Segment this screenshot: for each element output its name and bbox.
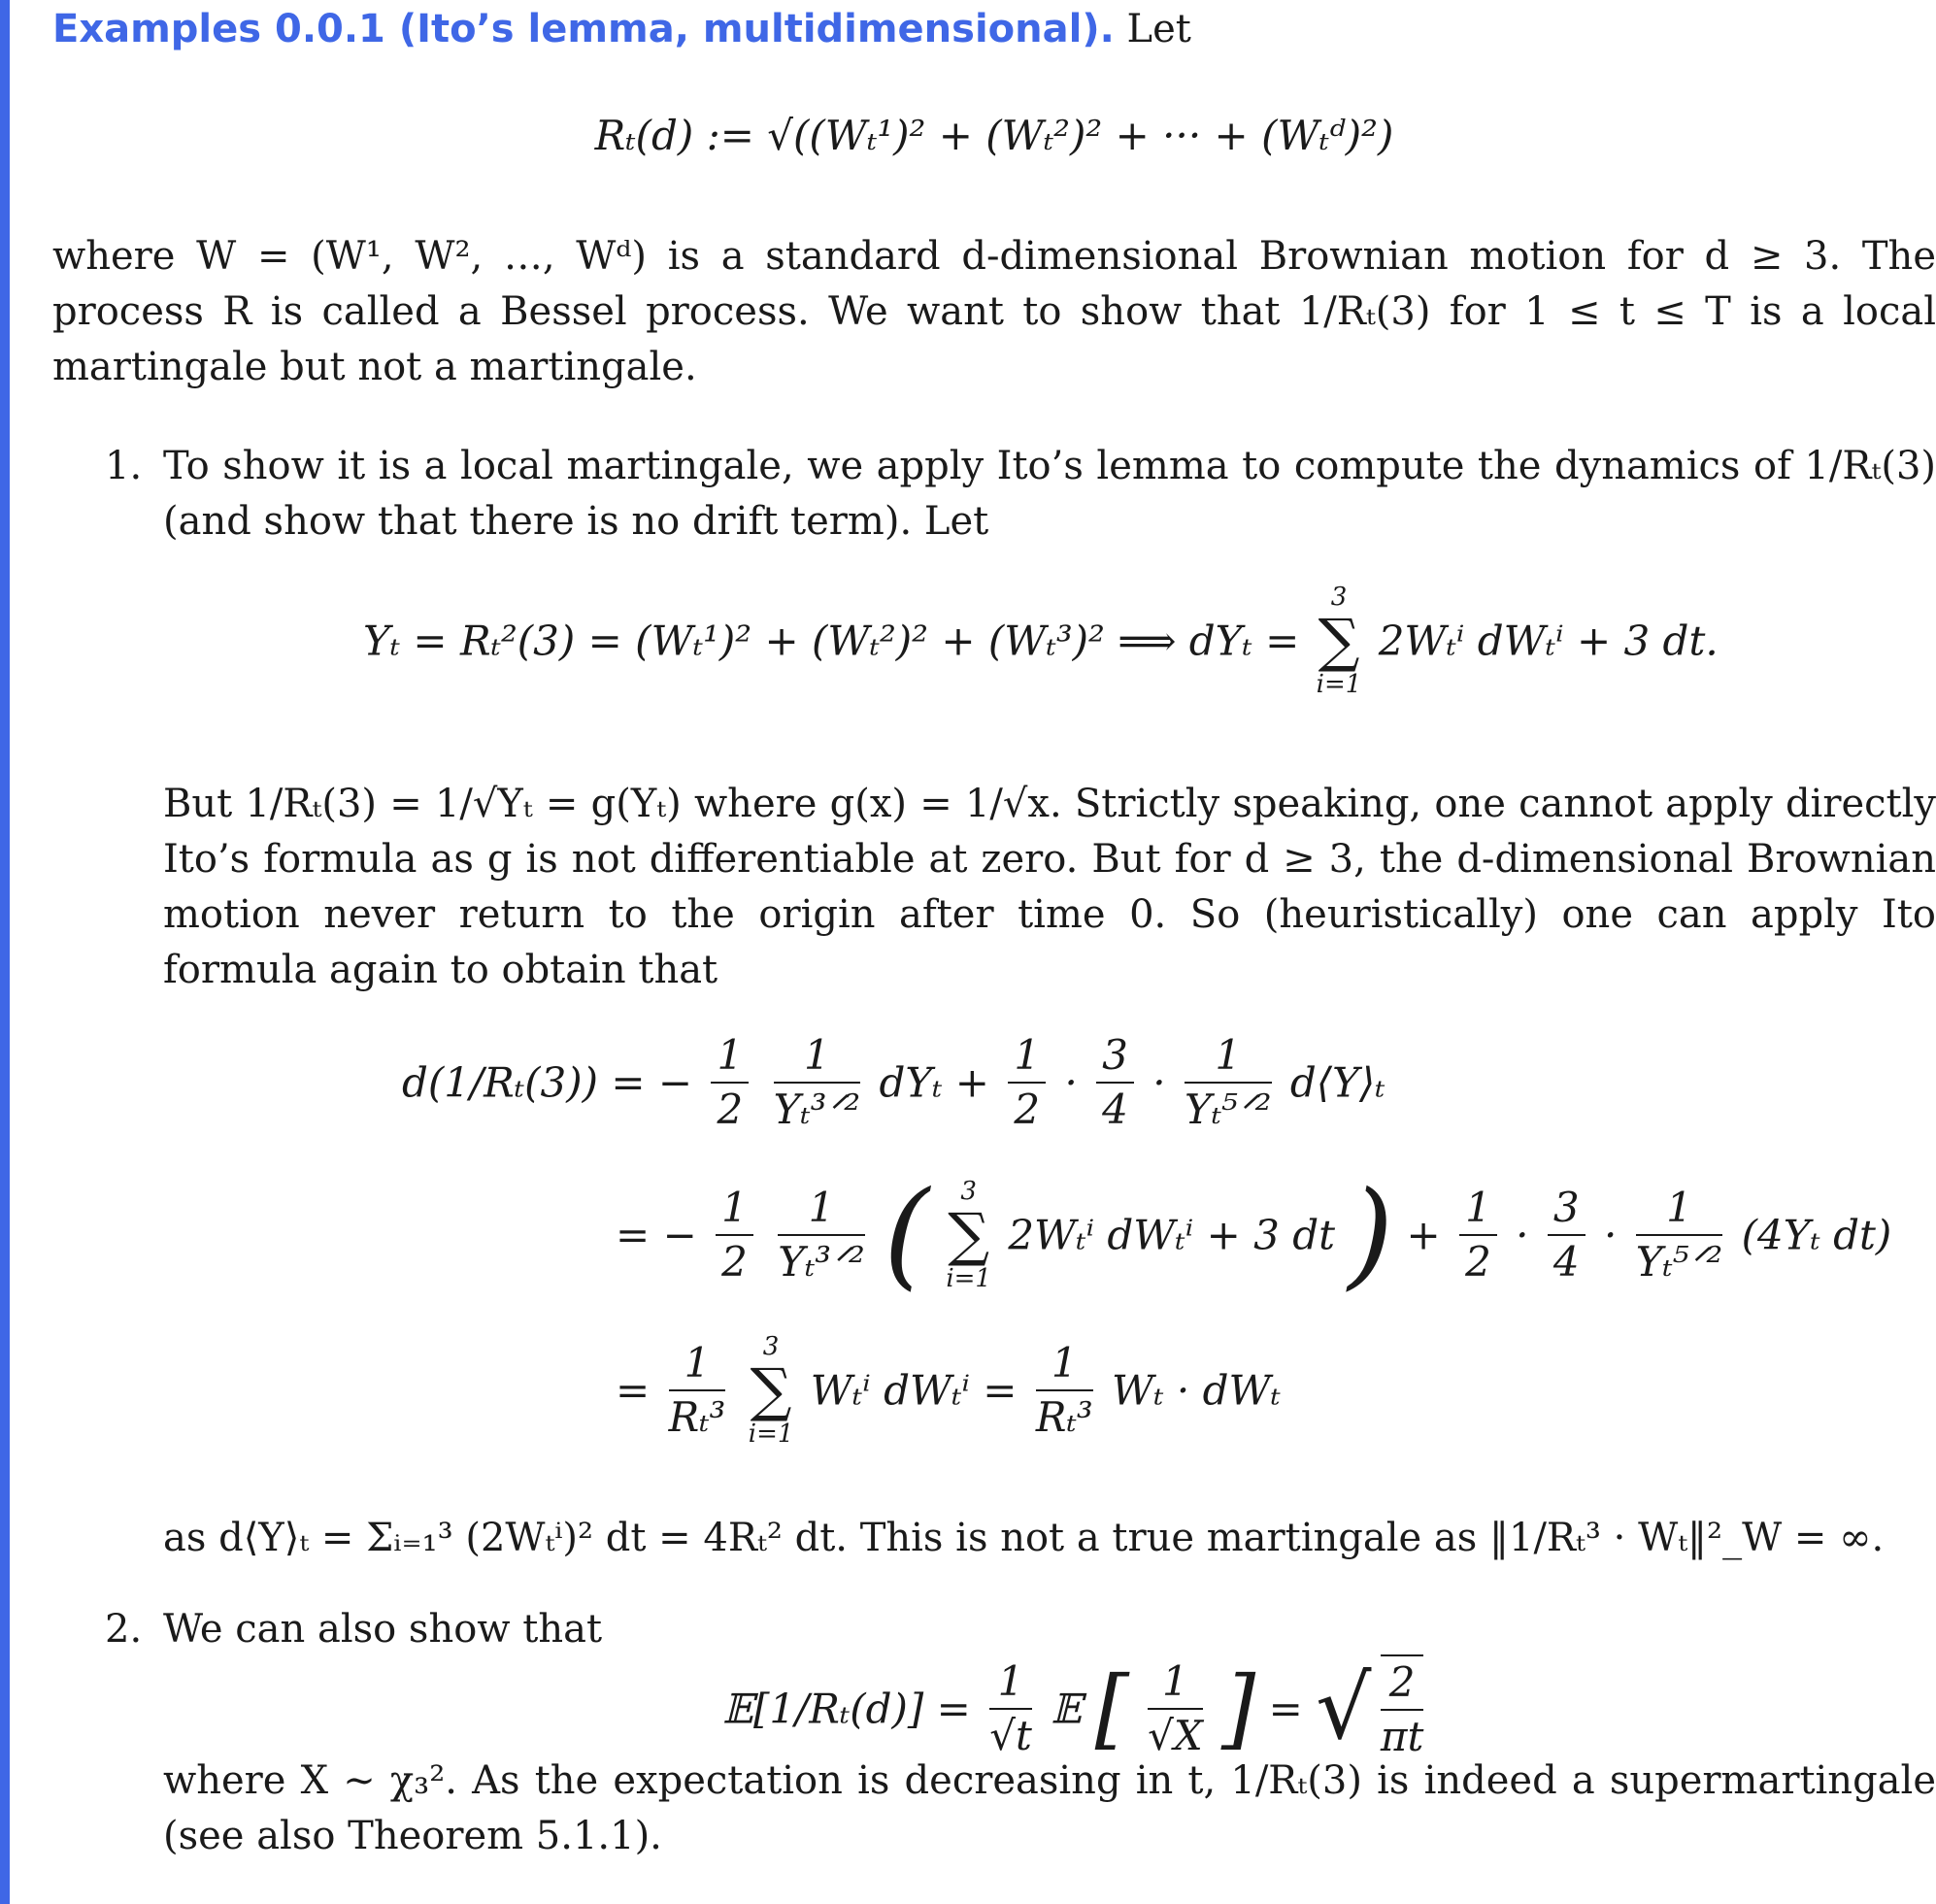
item-2-text-b: where X ∼ χ₃². As the expectation is decreasing in t, 1/Rₜ(3) is indeed a supermartingale (see also Theorem 5.1.1). [163,1758,1936,1858]
dot-operator: · [1516,1211,1529,1259]
y-eq-left: Yₜ = Rₜ²(3) = (Wₜ¹)² + (Wₜ²)² + (Wₜ³)² ⟹ dYₜ = [363,617,1300,665]
left-paren-icon: ( [884,1167,929,1302]
fraction-num: 1 [989,1655,1032,1710]
fraction-r3 [1036,1337,1093,1444]
fraction-r3 [669,1337,726,1444]
sum-lower: i=1 [748,1420,794,1449]
fraction-num: 1 [716,1182,753,1236]
minus-sign: − [662,1211,697,1259]
fraction-den: Yₜ⁵ᐟ² [1635,1238,1723,1286]
fraction-y32 [774,1029,861,1136]
fraction-num: 2 [1381,1656,1423,1711]
example-lead: Let [1126,7,1191,51]
fraction-sqrt-x [1148,1655,1203,1762]
sum-symbol [1317,583,1362,699]
plus-sign: + [1406,1211,1441,1259]
square-root-icon: √ [1316,1657,1372,1759]
fraction-half [716,1182,753,1288]
item-1-text-a: To show it is a local martingale, we apply Ito’s lemma to compute the dynamics of 1/Rₜ(3) (and show that there is no drift term). Let [163,444,1936,544]
fraction-num: 1 [1036,1337,1093,1391]
fraction-num: 1 [711,1029,749,1084]
minus-sign: − [657,1058,693,1107]
fraction-den: 2 [721,1238,748,1286]
fraction-2-over-pit [1381,1654,1423,1763]
sum-lower: i=1 [1316,670,1362,699]
fraction-three-quarters [1096,1029,1134,1136]
fraction-num: 1 [1636,1182,1723,1236]
sigma-icon: ∑ [1318,607,1360,675]
ito-row-2 [616,1167,1892,1302]
fraction-den: 4 [1552,1238,1580,1286]
fraction-den: Rₜ³ [1035,1393,1093,1441]
right-bracket-icon: ] [1221,1657,1256,1759]
sigma-icon: ∑ [750,1356,792,1424]
intro-paragraph: where W = (W¹, W², …, Wᵈ) is a standard d-dimensional Brownian motion for d ≥ 3. The process R is called a Bessel process. We want to show that 1/Rₜ(3) for 1 ≤ t ≤ T is a local martingale but not a martingale. [52,234,1936,389]
martingale-term: Wₜ · dWₜ [1112,1366,1282,1415]
fraction-den: 2 [1465,1238,1491,1286]
item-1-text-c: as d⟨Y⟩ₜ = Σᵢ₌₁³ (2Wₜⁱ)² dt = 4Rₜ² dt. This is not a true martingale as ‖1/Rₜ³ · Wₜ‖²_W = ∞. [163,1516,1885,1560]
ito-row-1 [402,1029,1385,1136]
dot-operator: · [1064,1058,1078,1107]
example-heading [52,2,1191,56]
fraction-num: 3 [1096,1029,1134,1084]
quadratic-variation-term: d⟨Y⟩ₜ [1289,1058,1385,1107]
left-accent-bar [0,0,10,1904]
y-eq-right: 2Wₜⁱ dWₜⁱ + 3 dt. [1378,617,1719,665]
fraction-den: 4 [1102,1086,1128,1133]
sum-body: Wₜⁱ dWₜⁱ = [810,1366,1018,1415]
fraction-den: √t [989,1712,1032,1759]
expectation-symbol: 𝔼 [1051,1685,1083,1733]
fraction-den: 2 [1014,1086,1041,1133]
fraction-num: 3 [1548,1182,1586,1236]
dy-term: dYₜ + [879,1058,989,1107]
fraction-y52 [1636,1182,1723,1288]
equals-sign: = [1268,1685,1303,1733]
fraction-sqrt-t [989,1655,1032,1762]
item-2-number: 2. [105,1607,143,1652]
fraction-num: 1 [1008,1029,1046,1084]
fraction-den: √X [1148,1712,1203,1759]
item-1-text-b: But 1/Rₜ(3) = 1/√Yₜ = g(Yₜ) where g(x) = 1/√x. Strictly speaking, one cannot apply directly Ito’s formula as g is not differentiable at zero. But for d ≥ 3, the d-dimensional Brownian motion never return to the origin after time 0. So (heuristically) one can apply Ito formula again to obtain that [163,782,1936,992]
sigma-icon: ∑ [948,1201,990,1269]
sum-symbol [749,1332,794,1449]
fraction-num: 1 [1148,1655,1203,1710]
sum-upper: 3 [960,1177,977,1206]
item-2-text-a: We can also show that [163,1607,603,1652]
equals-sign: = [616,1211,651,1259]
sum-body: 2Wₜⁱ dWₜⁱ + 3 dt [1008,1211,1335,1259]
fraction-num: 1 [669,1337,726,1391]
fraction-half [1459,1182,1497,1288]
fraction-num: 1 [778,1182,865,1236]
fraction-y52 [1185,1029,1272,1136]
drift-tail: (4Yₜ dt) [1741,1211,1892,1259]
left-bracket-icon: [ [1094,1657,1129,1759]
example-title: Examples 0.0.1 (Ito’s lemma, multidimensional). [52,7,1115,51]
fraction-num: 1 [1459,1182,1497,1236]
sum-upper: 3 [762,1332,780,1361]
fraction-y32 [778,1182,865,1288]
fraction-den: πt [1380,1713,1424,1760]
expectation-equation [722,1651,1429,1767]
equals-sign: = [616,1366,651,1415]
sum-symbol [946,1177,991,1293]
fraction-den: Yₜ³ᐟ² [773,1086,861,1133]
expectation-lhs: 𝔼[1/Rₜ(d)] = [722,1685,971,1733]
fraction-three-quarters [1548,1182,1586,1288]
fraction-num: 1 [774,1029,861,1084]
sum-upper: 3 [1330,583,1348,612]
bessel-definition-equation: Rₜ(d) := √((Wₜ¹)² + (Wₜ²)² + ··· + (Wₜᵈ)²) [594,112,1394,159]
fraction-den: Yₜ³ᐟ² [778,1238,865,1286]
fraction-den: Rₜ³ [668,1393,726,1441]
ito-lhs: d(1/Rₜ(3)) = [402,1058,646,1107]
dot-operator: · [1603,1211,1618,1259]
fraction-num: 1 [1185,1029,1272,1084]
fraction-den: 2 [717,1086,744,1133]
sum-lower: i=1 [946,1264,991,1293]
fraction-half [711,1029,749,1136]
y-dynamics-equation [363,583,1719,699]
item-1-number: 1. [105,444,143,488]
fraction-half [1008,1029,1046,1136]
dot-operator: · [1152,1058,1166,1107]
ito-row-3 [616,1332,1281,1449]
right-paren-icon: ) [1348,1167,1394,1302]
fraction-den: Yₜ⁵ᐟ² [1184,1086,1272,1133]
